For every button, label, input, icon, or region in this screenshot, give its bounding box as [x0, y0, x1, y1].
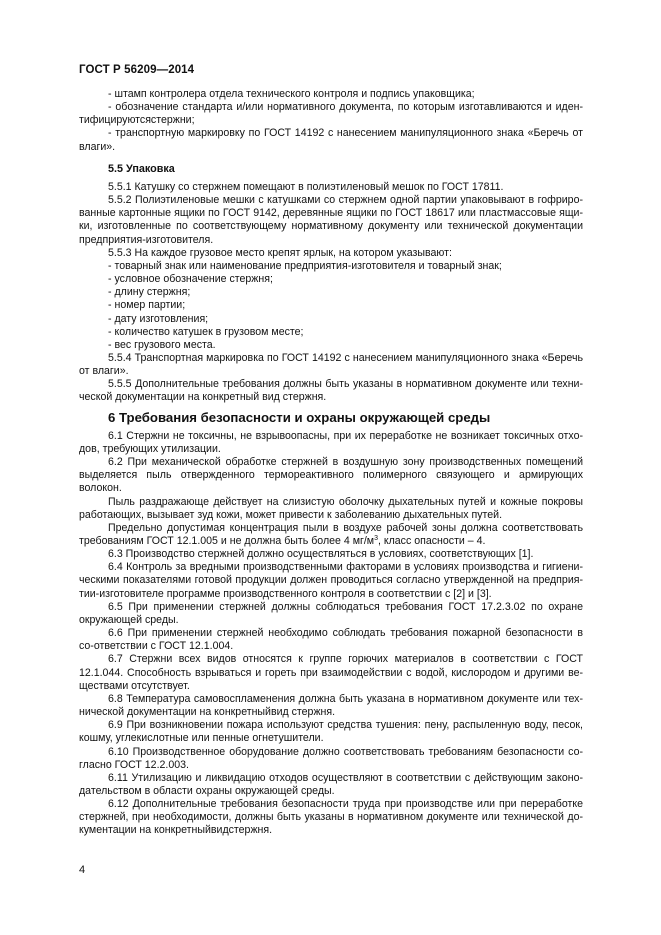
label-list-item: - длину стержня; — [108, 286, 191, 299]
paragraph-5-5-2: 5.5.2 Полиэтиленовые мешки с катушками со стержнем одной партии упаковывают в гофриро-ванные картонные ящики по ГОСТ 9142, деревянные ящики по ГОСТ 18617 или пластмассовые ящи-ки, изготовленные по соответствующему нормативному документу или технической документации предприятия-изготовителя. — [79, 194, 583, 246]
page-number: 4 — [79, 864, 86, 876]
paragraph-5-5-1: 5.5.1 Катушку со стержнем помещают в полиэтиленовый мешок по ГОСТ 17811. — [108, 180, 504, 193]
paragraph-6-9: 6.9 При возникновении пожара используют средства тушения: пену, распыленную воду, песок, кошму, углекислотные или пенные огнетушители. — [79, 719, 583, 745]
paragraph-6-5: 6.5 При применении стержней должны соблюдаться требования ГОСТ 17.2.3.02 по охране окружающей среды. — [79, 600, 583, 626]
paragraph-5-5-3: 5.5.3 На каждое грузовое место крепят ярлык, на котором указывают: — [108, 246, 452, 259]
paragraph-6-10: 6.10 Производственное оборудование должно соответствовать требованиям безопасности со-гласно ГОСТ 12.2.003. — [79, 745, 583, 771]
paragraph-6-12: 6.12 Дополнительные требования безопасности труда при производстве или при переработке стержней, при необходимости, должны быть указаны в нормативном документе или технической до-кументации на конкретныйвидстержня. — [79, 798, 583, 837]
paragraph-6-2: 6.2 При механической обработке стержней в воздушную зону производственных помещений выделяется пыль отвержденного термореактивного полимерного связующего и армирующих волокон. — [79, 456, 583, 495]
section-6-heading: 6 Требования безопасности и охраны окружающей среды — [108, 409, 491, 425]
paragraph-6-1: 6.1 Стержни не токсичны, не взрывоопасны, при их переработке не возникает токсичных отхо-дов, требующих утилизации. — [79, 429, 583, 455]
paragraph-6-4: 6.4 Контроль за вредными производственными факторами в условиях производства и гигиени-ческими показателями готовой продукции должен проводиться согласно утвержденной на предприя-тии-изготовителе программе производственного контроля в соответствии с [2] и [3]. — [79, 561, 583, 600]
label-list-item: - условное обозначение стержня; — [108, 273, 273, 286]
section-5-5-heading: 5.5 Упаковка — [108, 162, 175, 175]
paragraph-6-2-concentration — [79, 522, 583, 548]
page-header-doc-code: ГОСТ Р 56209—2014 — [79, 64, 195, 76]
paragraph-6-7: 6.7 Стержни всех видов относятся к группе горючих материалов в соответствии с ГОСТ 12.1.044. Способность взрываться и гореть при взаимодействии с водой, кислородом и другими ве-ществами отсутствует. — [79, 653, 583, 692]
label-list-item: - товарный знак или наименование предприятия-изготовителя и товарный знак; — [108, 259, 502, 272]
paragraph-6-3: 6.3 Производство стержней должно осуществляться в условиях, соответствующих [1]. — [108, 548, 534, 561]
paragraph-6-6: 6.6 При применении стержней необходимо соблюдать требования пожарной безопасности в со-ответствии с ГОСТ 12.1.004. — [79, 627, 583, 653]
intro-item: - транспортную маркировку по ГОСТ 14192 с нанесением манипуляционного знака «Беречь от влаги». — [79, 127, 583, 153]
superscript-3: 3 — [374, 535, 378, 542]
paragraph-6-8: 6.8 Температура самовоспламенения должна быть указана в нормативном документе или тех-нической документации на конкретныйвид стержня. — [79, 692, 583, 719]
concentration-text-end: , класс опасности – 4. — [377, 535, 486, 547]
paragraph-5-5-5: 5.5.5 Дополнительные требования должны быть указаны в нормативном документе или техни-ческой документации на конкретный вид стержня. — [79, 378, 583, 404]
intro-item: - обозначение стандарта и/или нормативного документа, по которым изготавливаются и иден-тифицируютсястержни; — [79, 101, 583, 127]
intro-item: - штамп контролера отдела технического контроля и подпись упаковщика; — [108, 88, 475, 100]
paragraph-5-5-4: 5.5.4 Транспортная маркировка по ГОСТ 14192 с нанесением манипуляционного знака «Беречь от влаги». — [79, 351, 583, 378]
label-list-item: - количество катушек в грузовом месте; — [108, 325, 304, 338]
concentration-text: Предельно допустимая концентрация пыли в воздухе рабочей зоны должна соответствовать требованиям ГОСТ 12.1.005 и не должна быть более 4 мг/м — [79, 521, 583, 547]
paragraph-6-11: 6.11 Утилизацию и ликвидацию отходов осуществляют в соответствии с действующим законо-дательством в области охраны окружающей среды. — [79, 771, 583, 797]
label-list-item: - номер партии; — [108, 299, 186, 312]
paragraph-6-2-dust-effects: Пыль раздражающе действует на слизистую оболочку дыхательных путей и кожные покровы работающих, вызывает зуд кожи, может привести к заболеванию дыхательных путей. — [79, 495, 583, 521]
label-list-item: - вес грузового места. — [108, 338, 216, 351]
document-body — [79, 88, 583, 838]
label-list-item: - дату изготовления; — [108, 312, 209, 325]
